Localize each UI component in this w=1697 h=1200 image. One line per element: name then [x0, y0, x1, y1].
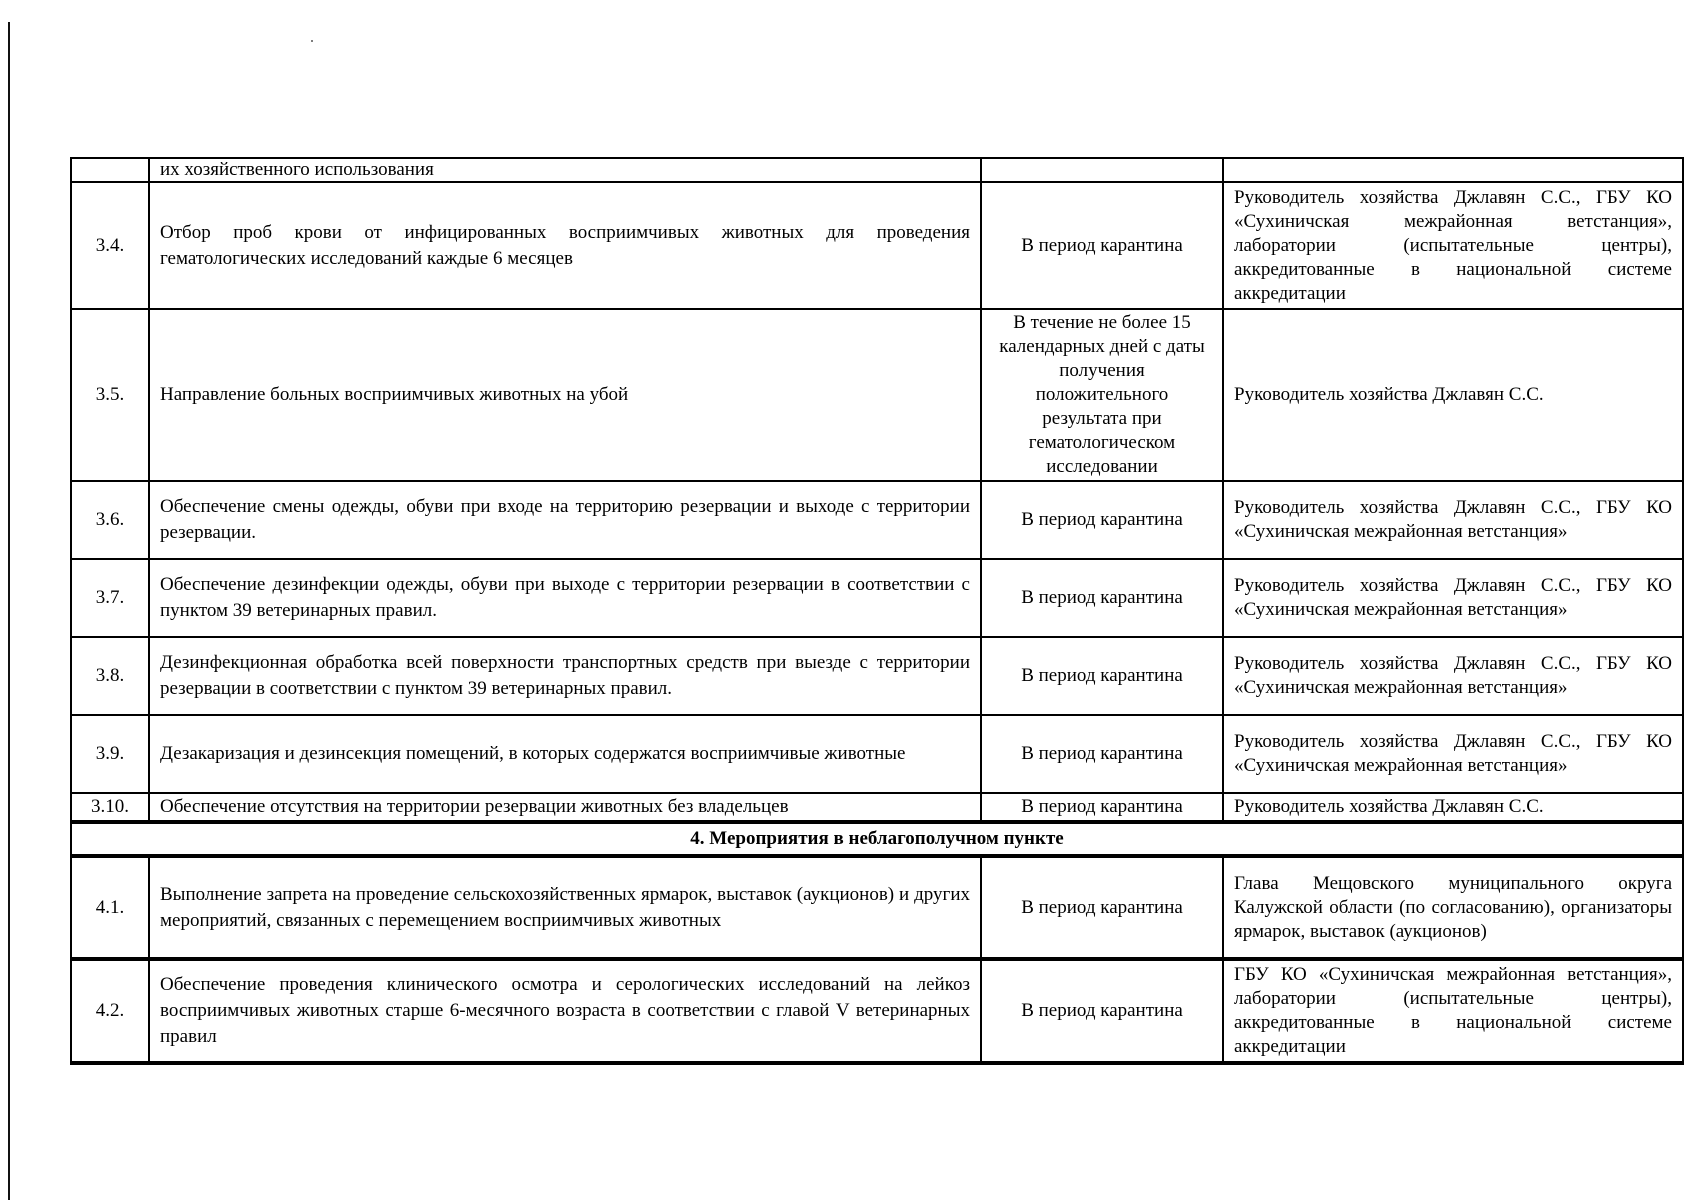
table-row: [71, 182, 1683, 309]
responsible-cell: Руководитель хозяйства Джлавян С.С., ГБУ КО «Сухиничская межрайонная ветстанция»: [1223, 637, 1683, 715]
table-row: [71, 856, 1683, 959]
responsible-cell: Руководитель хозяйства Джлавян С.С., ГБУ КО «Сухиничская межрайонная ветстанция», лаборатории (испытательные центры), аккредитованные в национальной системе аккредитации: [1223, 182, 1683, 309]
responsible-cell: Руководитель хозяйства Джлавян С.С.: [1223, 309, 1683, 481]
measure-cell: Дезакаризация и дезинсекция помещений, в которых содержатся восприимчивые животные: [149, 715, 981, 793]
measure-cell: Обеспечение отсутствия на территории резервации животных без владельцев: [149, 793, 981, 822]
term-cell: В период карантина: [981, 959, 1223, 1063]
table-row: [71, 637, 1683, 715]
table-row: [71, 158, 1683, 182]
table-row: [71, 959, 1683, 1063]
row-number: 3.5.: [71, 309, 149, 481]
table-row: [71, 309, 1683, 481]
responsible-cell: Глава Мещовского муниципального округа Калужской области (по согласованию), организаторы ярмарок, выставок (аукционов): [1223, 856, 1683, 959]
row-number: 3.10.: [71, 793, 149, 822]
term-cell: В период карантина: [981, 559, 1223, 637]
measure-cell: Обеспечение проведения клинического осмотра и серологических исследований на лейкоз восприимчивых животных старше 6-месячного возраста в соответствии с главой V ветеринарных правил: [149, 959, 981, 1063]
measures-table: [70, 157, 1684, 1065]
section-header-row: [71, 822, 1683, 856]
responsible-cell: Руководитель хозяйства Джлавян С.С., ГБУ КО «Сухиничская межрайонная ветстанция»: [1223, 481, 1683, 559]
term-cell: В период карантина: [981, 856, 1223, 959]
term-cell: В течение не более 15 календарных дней с даты получения положительного результата при гематологическом исследовании: [981, 309, 1223, 481]
row-number: 3.9.: [71, 715, 149, 793]
responsible-cell: Руководитель хозяйства Джлавян С.С.: [1223, 793, 1683, 822]
table-row: [71, 559, 1683, 637]
table-row: [71, 715, 1683, 793]
row-number: 4.2.: [71, 959, 149, 1063]
responsible-cell: Руководитель хозяйства Джлавян С.С., ГБУ КО «Сухиничская межрайонная ветстанция»: [1223, 715, 1683, 793]
term-cell: В период карантина: [981, 637, 1223, 715]
table-row: [71, 793, 1683, 822]
term-cell: В период карантина: [981, 481, 1223, 559]
row-number: 4.1.: [71, 856, 149, 959]
section-title: 4. Мероприятия в неблагополучном пункте: [71, 822, 1683, 856]
responsible-cell: Руководитель хозяйства Джлавян С.С., ГБУ КО «Сухиничская межрайонная ветстанция»: [1223, 559, 1683, 637]
binding-edge-line: [8, 22, 10, 1200]
row-number: 3.7.: [71, 559, 149, 637]
measure-cell: Выполнение запрета на проведение сельскохозяйственных ярмарок, выставок (аукционов) и других мероприятий, связанных с перемещением восприимчивых животных: [149, 856, 981, 959]
scan-speck: [311, 40, 313, 42]
measure-cell: Отбор проб крови от инфицированных восприимчивых животных для проведения гематологических исследований каждые 6 месяцев: [149, 182, 981, 309]
term-cell: [981, 158, 1223, 182]
term-cell: В период карантина: [981, 715, 1223, 793]
row-number: 3.8.: [71, 637, 149, 715]
row-number: 3.6.: [71, 481, 149, 559]
measure-cell: Обеспечение дезинфекции одежды, обуви при выходе с территории резервации в соответствии с пунктом 39 ветеринарных правил.: [149, 559, 981, 637]
measure-cell: их хозяйственного использования: [149, 158, 981, 182]
measure-cell: Направление больных восприимчивых животных на убой: [149, 309, 981, 481]
responsible-cell: [1223, 158, 1683, 182]
measure-cell: Дезинфекционная обработка всей поверхности транспортных средств при выезде с территории резервации в соответствии с пунктом 39 ветеринарных правил.: [149, 637, 981, 715]
row-number: 3.4.: [71, 182, 149, 309]
table-row: [71, 481, 1683, 559]
responsible-cell: ГБУ КО «Сухиничская межрайонная ветстанция», лаборатории (испытательные центры), аккредитованные в национальной системе аккредитации: [1223, 959, 1683, 1063]
term-cell: В период карантина: [981, 182, 1223, 309]
row-number: [71, 158, 149, 182]
term-cell: В период карантина: [981, 793, 1223, 822]
measure-cell: Обеспечение смены одежды, обуви при входе на территорию резервации и выходе с территории резервации.: [149, 481, 981, 559]
